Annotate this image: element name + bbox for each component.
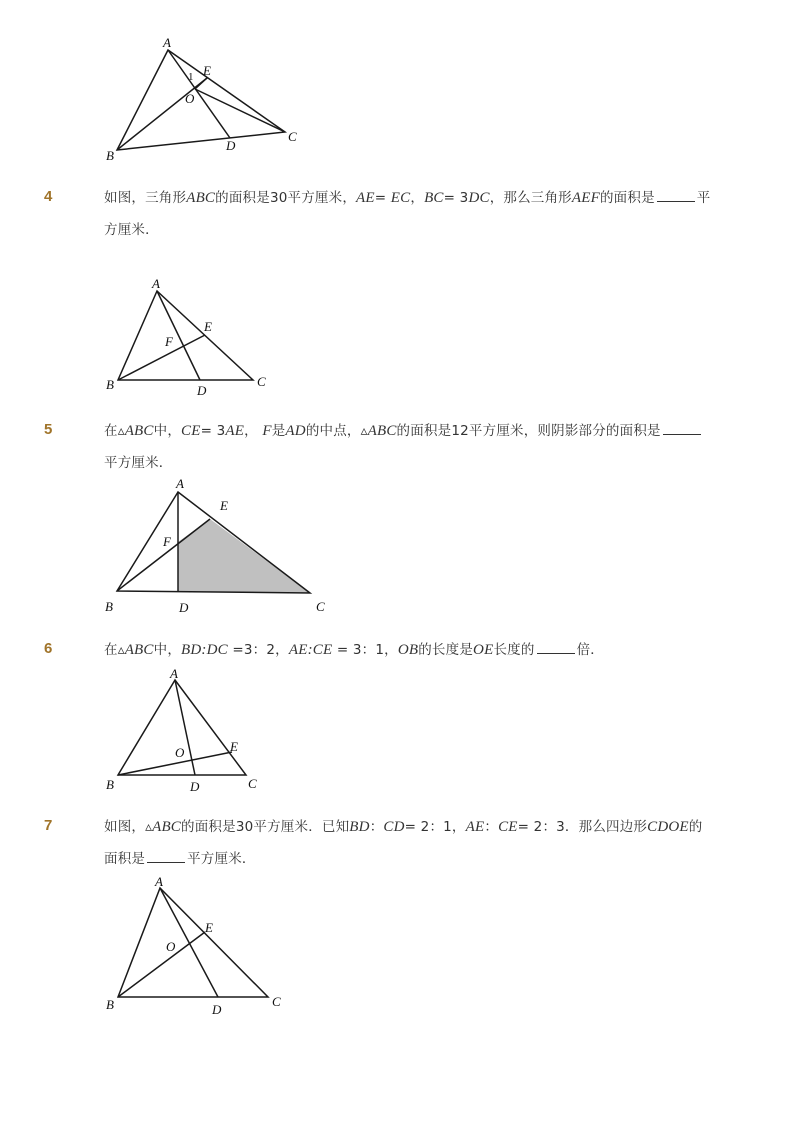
segment-be [118, 335, 205, 380]
segment-ad [157, 291, 200, 380]
label-angle-1: 1 [188, 71, 194, 83]
label-o: O [166, 939, 176, 954]
label-b: B [106, 997, 114, 1012]
segment-oe [195, 78, 207, 89]
label-e: E [220, 498, 228, 513]
answer-blank[interactable] [663, 421, 701, 435]
label-c: C [257, 374, 266, 389]
label-c: C [316, 599, 325, 614]
label-d: D [197, 383, 207, 398]
label-f: F [165, 334, 173, 349]
label-a: A [155, 874, 163, 889]
segment-oc [195, 89, 285, 132]
label-e: E [204, 319, 212, 334]
triangle-abc [118, 291, 253, 380]
label-e: E [205, 920, 213, 935]
label-o: O [185, 91, 195, 106]
label-b: B [105, 599, 113, 614]
q4-text-line1: 如图，三角形ABC的面积是30平方厘米，AE= EC，BC= 3DC，那么三角形AEF的面积是 平 [104, 190, 711, 206]
label-b: B [106, 777, 114, 792]
label-c: C [248, 776, 257, 791]
figure-q5 [100, 472, 335, 617]
segment-be [117, 78, 207, 150]
answer-blank[interactable] [147, 849, 185, 863]
label-b: B [106, 148, 114, 163]
label-f: F [163, 534, 171, 549]
answer-blank[interactable] [537, 640, 575, 654]
triangle-abc [118, 680, 246, 775]
segment-ad [168, 50, 230, 138]
label-d: D [179, 600, 189, 615]
figure-q6 [100, 662, 270, 797]
q7-text-line1: 如图，▵ABC的面积是30平方厘米．已知BD：CD= 2：1，AE：CE= 2：3．那么四边形CDOE的 [104, 819, 703, 835]
label-a: A [176, 476, 184, 491]
question-number-5: 5 [44, 421, 53, 438]
label-d: D [212, 1002, 222, 1017]
figure-q3 [100, 36, 310, 166]
q4-text-line2: 方厘米． [104, 222, 159, 238]
figure-q7 [100, 870, 290, 1020]
question-number-4: 4 [44, 188, 53, 205]
figure-q4 [100, 275, 275, 400]
label-a: A [152, 276, 160, 291]
q5-text-line2: 平方厘米． [104, 455, 173, 471]
label-e: E [230, 739, 238, 754]
question-number-6: 6 [44, 640, 53, 657]
label-c: C [272, 994, 281, 1009]
label-d: D [190, 779, 200, 794]
label-b: B [106, 377, 114, 392]
label-d: D [226, 138, 236, 153]
label-a: A [163, 35, 171, 50]
label-o: O [175, 745, 185, 760]
q7-text-line2: 面积是 平方厘米． [104, 851, 256, 867]
q5-text-line1: 在▵ABC中，CE= 3AE， F是AD的中点，▵ABC的面积是12平方厘米，则阴影部分的面积是 [104, 421, 703, 441]
label-a: A [170, 666, 178, 681]
shaded-region [178, 519, 310, 593]
label-c: C [288, 129, 297, 144]
question-number-7: 7 [44, 817, 53, 834]
triangle-abc [117, 50, 285, 150]
q6-text-line1: 在▵ABC中，BD:DC =3：2，AE:CE = 3：1，OB的长度是OE长度的 倍． [104, 642, 604, 658]
label-e: E [203, 63, 211, 78]
answer-blank[interactable] [657, 188, 695, 202]
